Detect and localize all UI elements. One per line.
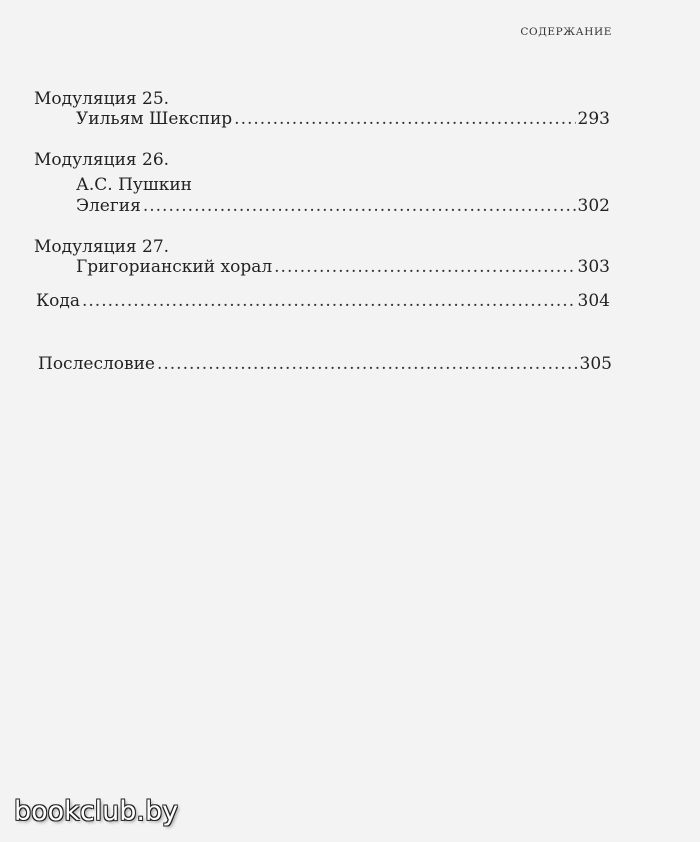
toc-heading-modulation-26: Модуляция 26. [34, 150, 170, 170]
toc-leader-dots [82, 290, 576, 312]
toc-entry-title: Григорианский хорал [76, 257, 273, 277]
toc-entry-elegy[interactable] [76, 195, 610, 217]
toc-entry-title: Элегия [76, 196, 141, 216]
toc-entry-page: 305 [579, 354, 612, 374]
toc-leader-dots [234, 108, 575, 130]
toc-subtitle-pushkin: А.С. Пушкин [76, 175, 193, 195]
toc-entry-shakespeare[interactable] [76, 108, 610, 130]
toc-entry-page: 302 [577, 196, 610, 216]
table-of-contents [0, 0, 700, 400]
toc-heading-modulation-25: Модуляция 25. [34, 89, 170, 109]
toc-entry-title: Кода [36, 291, 80, 311]
toc-entry-afterword[interactable] [38, 353, 612, 375]
toc-entry-title: Послесловие [38, 354, 155, 374]
toc-leader-dots [143, 195, 576, 217]
toc-entry-gregorian-chant[interactable] [76, 256, 610, 278]
toc-heading-modulation-27: Модуляция 27. [34, 237, 170, 257]
running-header: СОДЕРЖАНИЕ [520, 26, 612, 38]
toc-leader-dots [157, 353, 578, 375]
toc-entry-page: 293 [577, 109, 610, 129]
toc-leader-dots [274, 256, 575, 278]
toc-entry-page: 303 [577, 257, 610, 277]
toc-entry-title: Уильям Шекспир [76, 109, 233, 129]
toc-entry-coda[interactable] [36, 290, 610, 312]
watermark-logo: bookclub.by [14, 796, 179, 827]
toc-entry-page: 304 [577, 291, 610, 311]
